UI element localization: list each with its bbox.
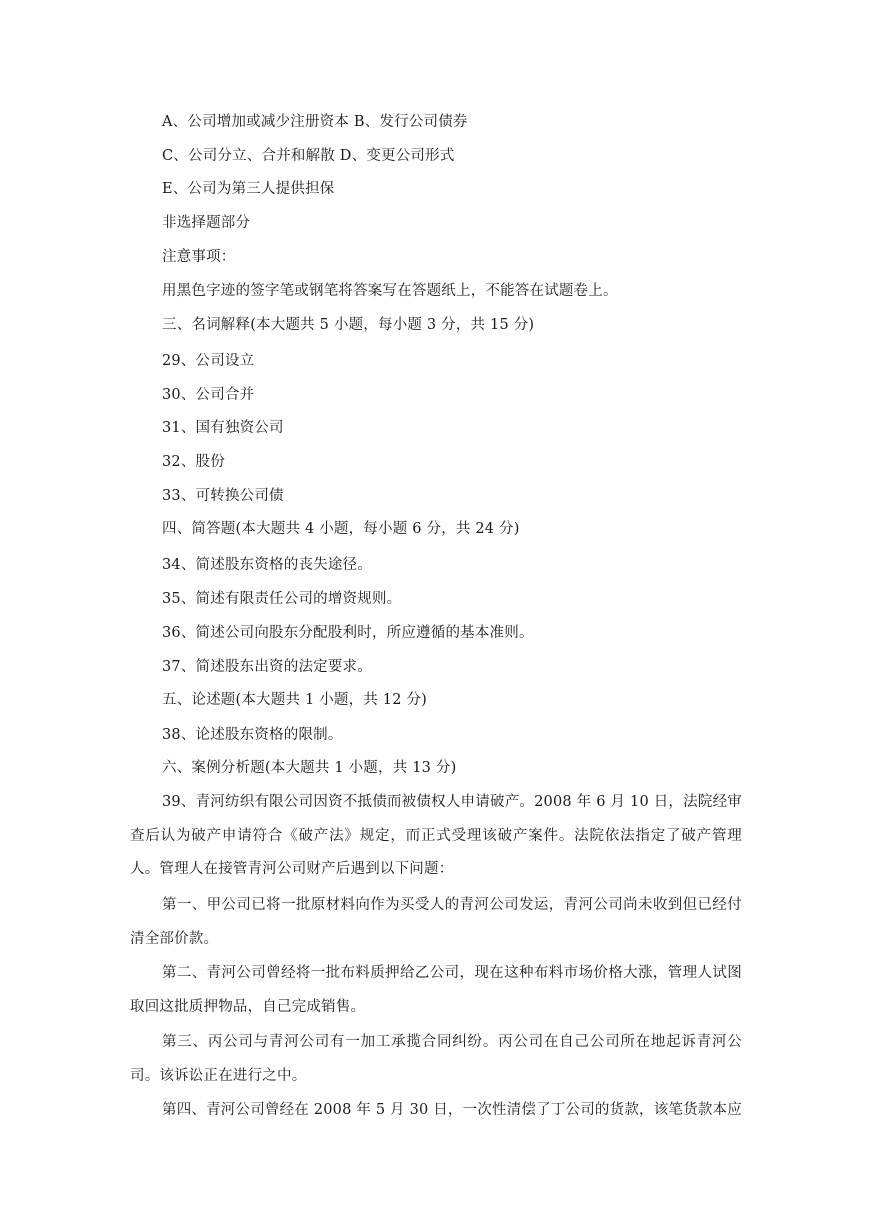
question-38: 38、论述股东资格的限制。	[162, 727, 343, 743]
option-e: E、公司为第三人提供担保	[162, 181, 335, 197]
question-39-paragraph: 39、青河纺织有限公司因资不抵债而被债权人申请破产。2008 年 6 月 10 日，法院经审查后认为破产申请符合《破产法》规定，而正式受理该破产案件。法院依法指定了破产管理人。管理人在接管青河公司财产后遇到以下问题：	[130, 794, 742, 877]
question-32: 32、股份	[162, 454, 225, 470]
section-heading-terms: 三、名词解释(本大题共 5 小题，每小题 3 分，共 15 分)	[162, 317, 535, 333]
case-point-1: 第一、甲公司已将一批原材料向作为买受人的青河公司发运，青河公司尚未收到但已经付清全部价款。	[130, 897, 742, 947]
question-33: 33、可转换公司债	[162, 488, 284, 504]
question-31: 31、国有独资公司	[162, 420, 284, 436]
case-point-4: 第四、青河公司曾经在 2008 年 5 月 30 日，一次性清偿了丁公司的货款，该笔货款本应	[162, 1102, 742, 1118]
question-35: 35、简述有限责任公司的增资规则。	[162, 591, 402, 607]
question-36: 36、简述公司向股东分配股利时，所应遵循的基本准则。	[162, 625, 534, 641]
option-c-d: C、公司分立、合并和解散 D、变更公司形式	[162, 148, 455, 164]
section-heading-essay: 五、论述题(本大题共 1 小题，共 12 分)	[162, 692, 428, 708]
section-heading-short-answer: 四、简答题(本大题共 4 小题，每小题 6 分，共 24 分)	[162, 521, 520, 537]
case-point-2: 第二、青河公司曾经将一批布料质押给乙公司，现在这种布料市场价格大涨，管理人试图取回这批质押物品，自己完成销售。	[130, 965, 742, 1015]
notice-heading: 注意事项：	[162, 249, 236, 265]
section-heading-case: 六、案例分析题(本大题共 1 小题，共 13 分)	[162, 760, 457, 776]
question-37: 37、简述股东出资的法定要求。	[162, 659, 372, 675]
section-heading-non-choice: 非选择题部分	[162, 215, 251, 231]
notice-text: 用黑色字迹的签字笔或钢笔将答案写在答题纸上，不能答在试题卷上。	[162, 283, 618, 299]
case-point-3: 第三、丙公司与青河公司有一加工承揽合同纠纷。丙公司在自己公司所在地起诉青河公司。该诉讼正在进行之中。	[130, 1034, 742, 1084]
question-29: 29、公司设立	[162, 353, 255, 369]
option-a-b: A、公司增加或减少注册资本 B、发行公司债券	[162, 114, 468, 130]
question-30: 30、公司合并	[162, 387, 255, 403]
question-34: 34、简述股东资格的丧失途径。	[162, 557, 372, 573]
